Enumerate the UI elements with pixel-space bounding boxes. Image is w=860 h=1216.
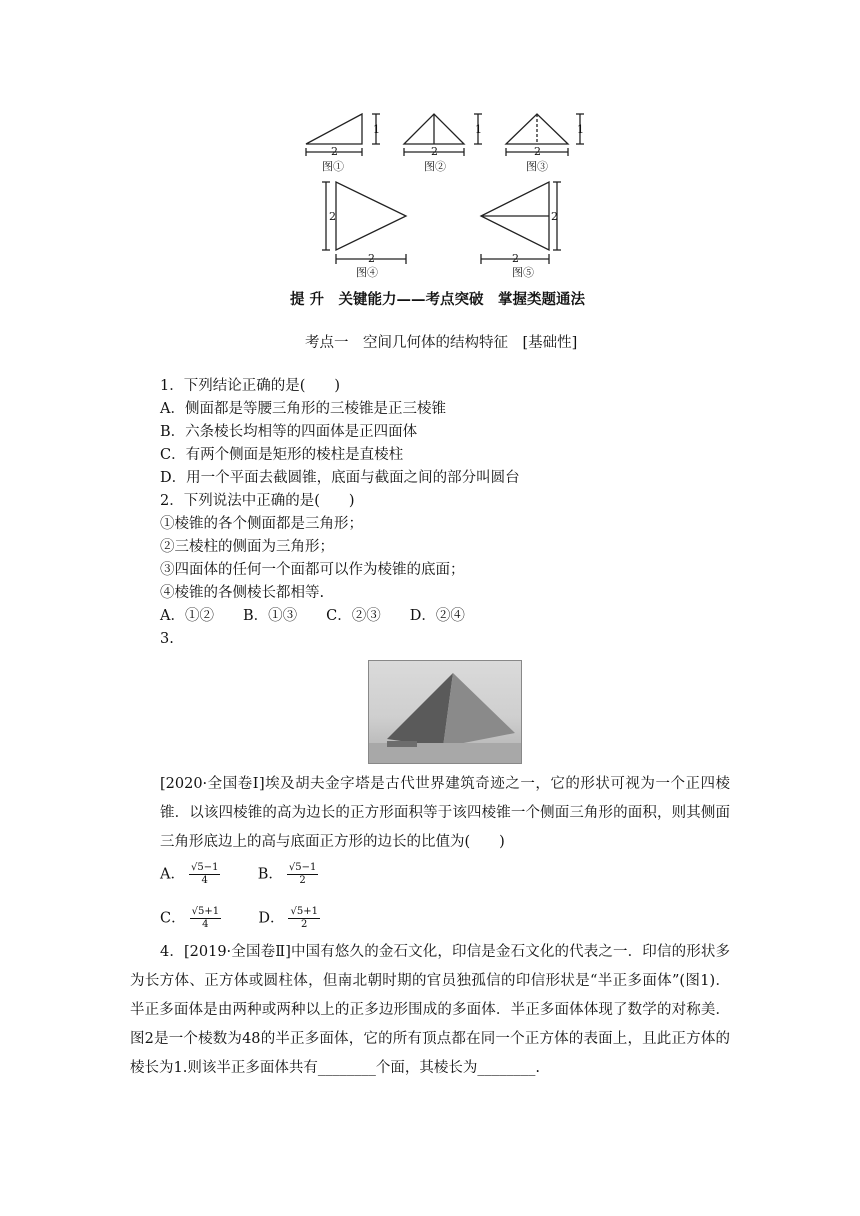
question-4-text: 4．[2019·全国卷Ⅱ]中国有悠久的金石文化，印信是金石文化的代表之一．印信的形状多为长方体、正方体或圆柱体，但南北朝时期的官员独孤信的印信形状是“半正多面体”(图1)．半正多面体是由两种或两种以上的正多边形围成的多面体．半正多面体体现了数学的对称美．图2是一个棱数为48的半正多面体，它的所有顶点都在同一个正方体的表面上，且此正方体的棱长为1.则该半正多面体共有________个面，其棱长为________. bbox=[130, 944, 730, 1076]
option-a-fraction: $\frac{√5-1}{4}$ bbox=[190, 862, 219, 886]
figure-5-caption: 图⑤ bbox=[512, 266, 534, 279]
question-2-statement-1: ①棱锥的各个侧面都是三角形； bbox=[160, 516, 363, 532]
figure-5-base-label: 2 bbox=[512, 252, 519, 265]
question-3-options-row-1 bbox=[160, 862, 318, 887]
figure-4-caption: 图④ bbox=[356, 266, 378, 279]
option-c-fraction: $\frac{√5+1}{4}$ bbox=[191, 906, 220, 930]
question-2-statement-4: ④棱锥的各侧棱长都相等. bbox=[160, 585, 325, 601]
option-b-fraction: $\frac{√5-1}{2}$ bbox=[288, 862, 317, 886]
figure-3-caption: 图③ bbox=[526, 160, 548, 173]
question-2-statement-2: ②三棱柱的侧面为三角形； bbox=[160, 539, 334, 555]
question-1-option-c: C．有两个侧面是矩形的棱柱是直棱柱 bbox=[160, 447, 404, 463]
figure-5-height-label: 2 bbox=[551, 210, 558, 223]
question-1-option-a: A．侧面都是等腰三角形的三棱锥是正三棱锥 bbox=[160, 401, 446, 417]
option-c-label: C． bbox=[160, 910, 186, 927]
question-2-stem: 2．下列说法中正确的是( ) bbox=[160, 493, 355, 509]
figure-4 bbox=[318, 178, 418, 268]
question-3-number: 3. bbox=[160, 631, 174, 647]
topic-heading: 考点一 空间几何体的结构特征 [基础性] bbox=[305, 335, 578, 351]
section-heading: 提 升 关键能力——考点突破 掌握类题通法 bbox=[290, 291, 586, 308]
question-1-stem: 1．下列结论正确的是( ) bbox=[160, 378, 341, 394]
figure-1-caption: 图① bbox=[322, 160, 344, 173]
question-3-options-row-2 bbox=[160, 906, 320, 931]
question-2-statement-3: ③四面体的任何一个面都可以作为棱锥的底面； bbox=[160, 562, 465, 578]
figure-1-base-label: 2 bbox=[331, 145, 338, 158]
pyramid-photo bbox=[368, 660, 522, 764]
question-2-options: A．①② B．①③ C．②③ D．②④ bbox=[160, 608, 465, 624]
figure-3-base-label: 2 bbox=[534, 145, 541, 158]
figure-3-height-label: 1 bbox=[577, 123, 584, 136]
figure-4-base-label: 2 bbox=[368, 252, 375, 265]
figure-2-height-label: 1 bbox=[475, 123, 482, 136]
option-b-label: B． bbox=[257, 866, 283, 883]
figure-1 bbox=[300, 108, 390, 168]
question-3-text: [2020·全国卷Ⅰ]埃及胡夫金字塔是古代世界建筑奇迹之一，它的形状可视为一个正四棱锥．以该四棱锥的高为边长的正方形面积等于该四棱锥一个侧面三角形的面积，则其侧面三角形底边上的高与底面正方形的边长的比值为( ) bbox=[160, 776, 730, 850]
figure-2-base-label: 2 bbox=[431, 145, 438, 158]
option-d-label: D． bbox=[258, 910, 285, 927]
question-1-option-d: D．用一个平面去截圆锥，底面与截面之间的部分叫圆台 bbox=[160, 470, 520, 486]
question-1-option-b: B．六条棱长均相等的四面体是正四面体 bbox=[160, 424, 418, 440]
figure-1-height-label: 1 bbox=[373, 123, 380, 136]
figure-5 bbox=[475, 178, 575, 268]
option-a-label: A． bbox=[160, 866, 185, 883]
figure-2-caption: 图② bbox=[424, 160, 446, 173]
option-d-fraction: $\frac{√5+1}{2}$ bbox=[290, 906, 318, 930]
figure-4-height-label: 2 bbox=[329, 210, 336, 223]
